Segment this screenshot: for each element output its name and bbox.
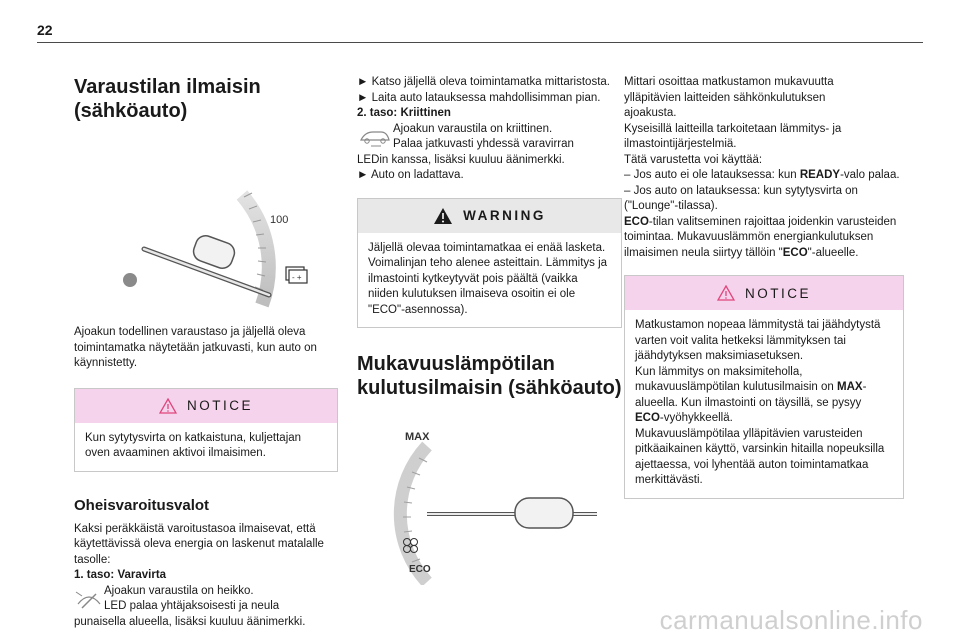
warning-levels-intro: Kaksi peräkkäistä varoitustasoa ilmaisevat, että käytettävissä oleva energia on laskenut matalalle tasolle:: [74, 522, 324, 566]
comfort-line-6: Tätä varustetta voi käyttää:: [624, 153, 763, 166]
notice-header: [625, 276, 903, 310]
battery-description: Ajoakun todellinen varaustaso ja jäljellä oleva toimintamatka näytetään jatkuvasti, kun auto on käynnistetty.: [74, 326, 317, 369]
warning-header: [358, 199, 621, 233]
warning-label: WARNING: [463, 208, 546, 223]
subtitle-warning-lights: Oheisvaroitusvalot: [74, 496, 210, 514]
column-level2-and-comfort: [357, 75, 622, 585]
battery-gauge-illustration: [74, 137, 338, 317]
gauge-needle: [144, 233, 269, 295]
level2-line3: LEDin kanssa, lisäksi kuuluu äänimerkki.: [357, 153, 565, 166]
comfort-line-1: Mittari osoittaa matkustamon mukavuutta: [624, 76, 834, 88]
notice-box-1: [74, 388, 338, 472]
level2-title: 2. taso: Kriittinen: [357, 107, 451, 119]
column-battery-indicator: [74, 75, 338, 630]
charge-icon: [286, 267, 307, 283]
comfort-max-label: MAX: [405, 431, 430, 443]
level2-block: [357, 122, 622, 153]
notice-label: NOTICE: [744, 285, 811, 301]
comfort-line-2: ylläpitävien laitteiden sähkönkulutuksen: [624, 91, 826, 104]
notice-text: Matkustamon nopeaa lämmitystä tai jäähdytystä varten voit valita hetkeksi lämmityksen tai jäähdytyksen maksimiasetuksen. Kun lämmitys on maksimiteholla, mukavuuslämpötilan kulutusilmaisin on MAX-alueella. Kun ilmastointi on täysillä, se pysyy ECO-vyöhykkeellä. Mukavuuslämpötilaa ylläpitävien varusteiden pitkäaikainen käyttö, varsinkin hitailla nopeuksilla ajettaessa, voi lyhentää auton toimintamatkaa merkittävästi.: [635, 319, 885, 486]
warning-box: [357, 198, 622, 329]
level2-line2: Palaa jatkuvasti yhdessä varavirran: [393, 138, 574, 150]
warning-text: Jäljellä olevaa toimintamatkaa ei enää lasketa. Voimalinjan teho alenee asteittain. Lämmitys ja ilmastointi kytkeytyvät pois päältä (vaikka niiden kulutuksen ilmaiseva osoitin ei ole "ECO"-asennossa).: [368, 241, 608, 316]
comfort-needle: [427, 498, 597, 528]
column-comfort-text: [624, 75, 904, 499]
notice-box-2: [624, 275, 904, 499]
section-title-battery: Varaustilan ilmaisin (sähköauto): [74, 76, 261, 122]
comfort-eco-label: ECO: [409, 564, 431, 575]
comfort-line-3: ajoakusta.: [624, 107, 677, 119]
section-title-comfort: Mukavuuslämpötilan kulutusilmaisin (sähköauto): [357, 353, 622, 399]
level2-line1: Ajoakun varaustila on kriittinen.: [393, 122, 553, 135]
comfort-line-5: ilmastointijärjestelmiä.: [624, 138, 737, 150]
comfort-line-4: Kyseisillä laitteilla tarkoitetaan lämmitys- ja: [624, 122, 842, 135]
level1-block: [74, 584, 338, 615]
notice-text: Kun sytytysvirta on katkaistuna, kuljettajan oven avaaminen aktivoi ilmaisimen.: [85, 431, 302, 459]
warning-triangle-icon: [433, 207, 453, 225]
bullet-range: ► Katso jäljellä oleva toimintamatka mittaristosta.: [357, 76, 610, 88]
svg-text:- +: - +: [292, 273, 302, 282]
watermark: carmanualsonline.info: [659, 605, 923, 635]
eco-explanation: ECO-tilan valitseminen rajoittaa joidenkin varusteiden toimintaa. Mukavuuslämmön energiankulutuksen ilmaisimen neula siirtyy tällöin "ECO"-alueelle.: [624, 215, 897, 259]
level1-line1: Ajoakun varaustila on heikko.: [104, 584, 254, 597]
warning-led-icon: [123, 273, 137, 287]
level1-line3: punaisella alueella, lisäksi kuuluu äänimerkki.: [74, 615, 306, 628]
critical-charge-icon: [357, 122, 393, 150]
notice-header: [75, 389, 337, 423]
gauge-max-label: 100: [270, 214, 289, 226]
low-charge-icon: [74, 584, 104, 612]
warning-triangle-icon: [717, 285, 735, 301]
notice-label: NOTICE: [186, 398, 253, 413]
page-number: 22: [37, 22, 53, 38]
level1-title: 1. taso: Varavirta: [74, 569, 167, 581]
level1-line2: LED palaa yhtäjaksoisesti ja neula: [104, 600, 280, 612]
comfort-gauge-illustration: [357, 410, 622, 585]
header-rule: [37, 42, 923, 43]
usage-item-1: – Jos auto ei ole latauksessa: kun READY-valo palaa.: [624, 169, 900, 181]
bullet-must-charge: ► Auto on ladattava.: [357, 169, 464, 181]
bullet-charge: ► Laita auto latauksessa mahdollisimman pian.: [357, 91, 601, 104]
warning-triangle-icon: [159, 398, 177, 414]
usage-item-2: – Jos auto on latauksessa: kun sytytysvirta on ("Lounge"-tilassa).: [624, 184, 858, 212]
